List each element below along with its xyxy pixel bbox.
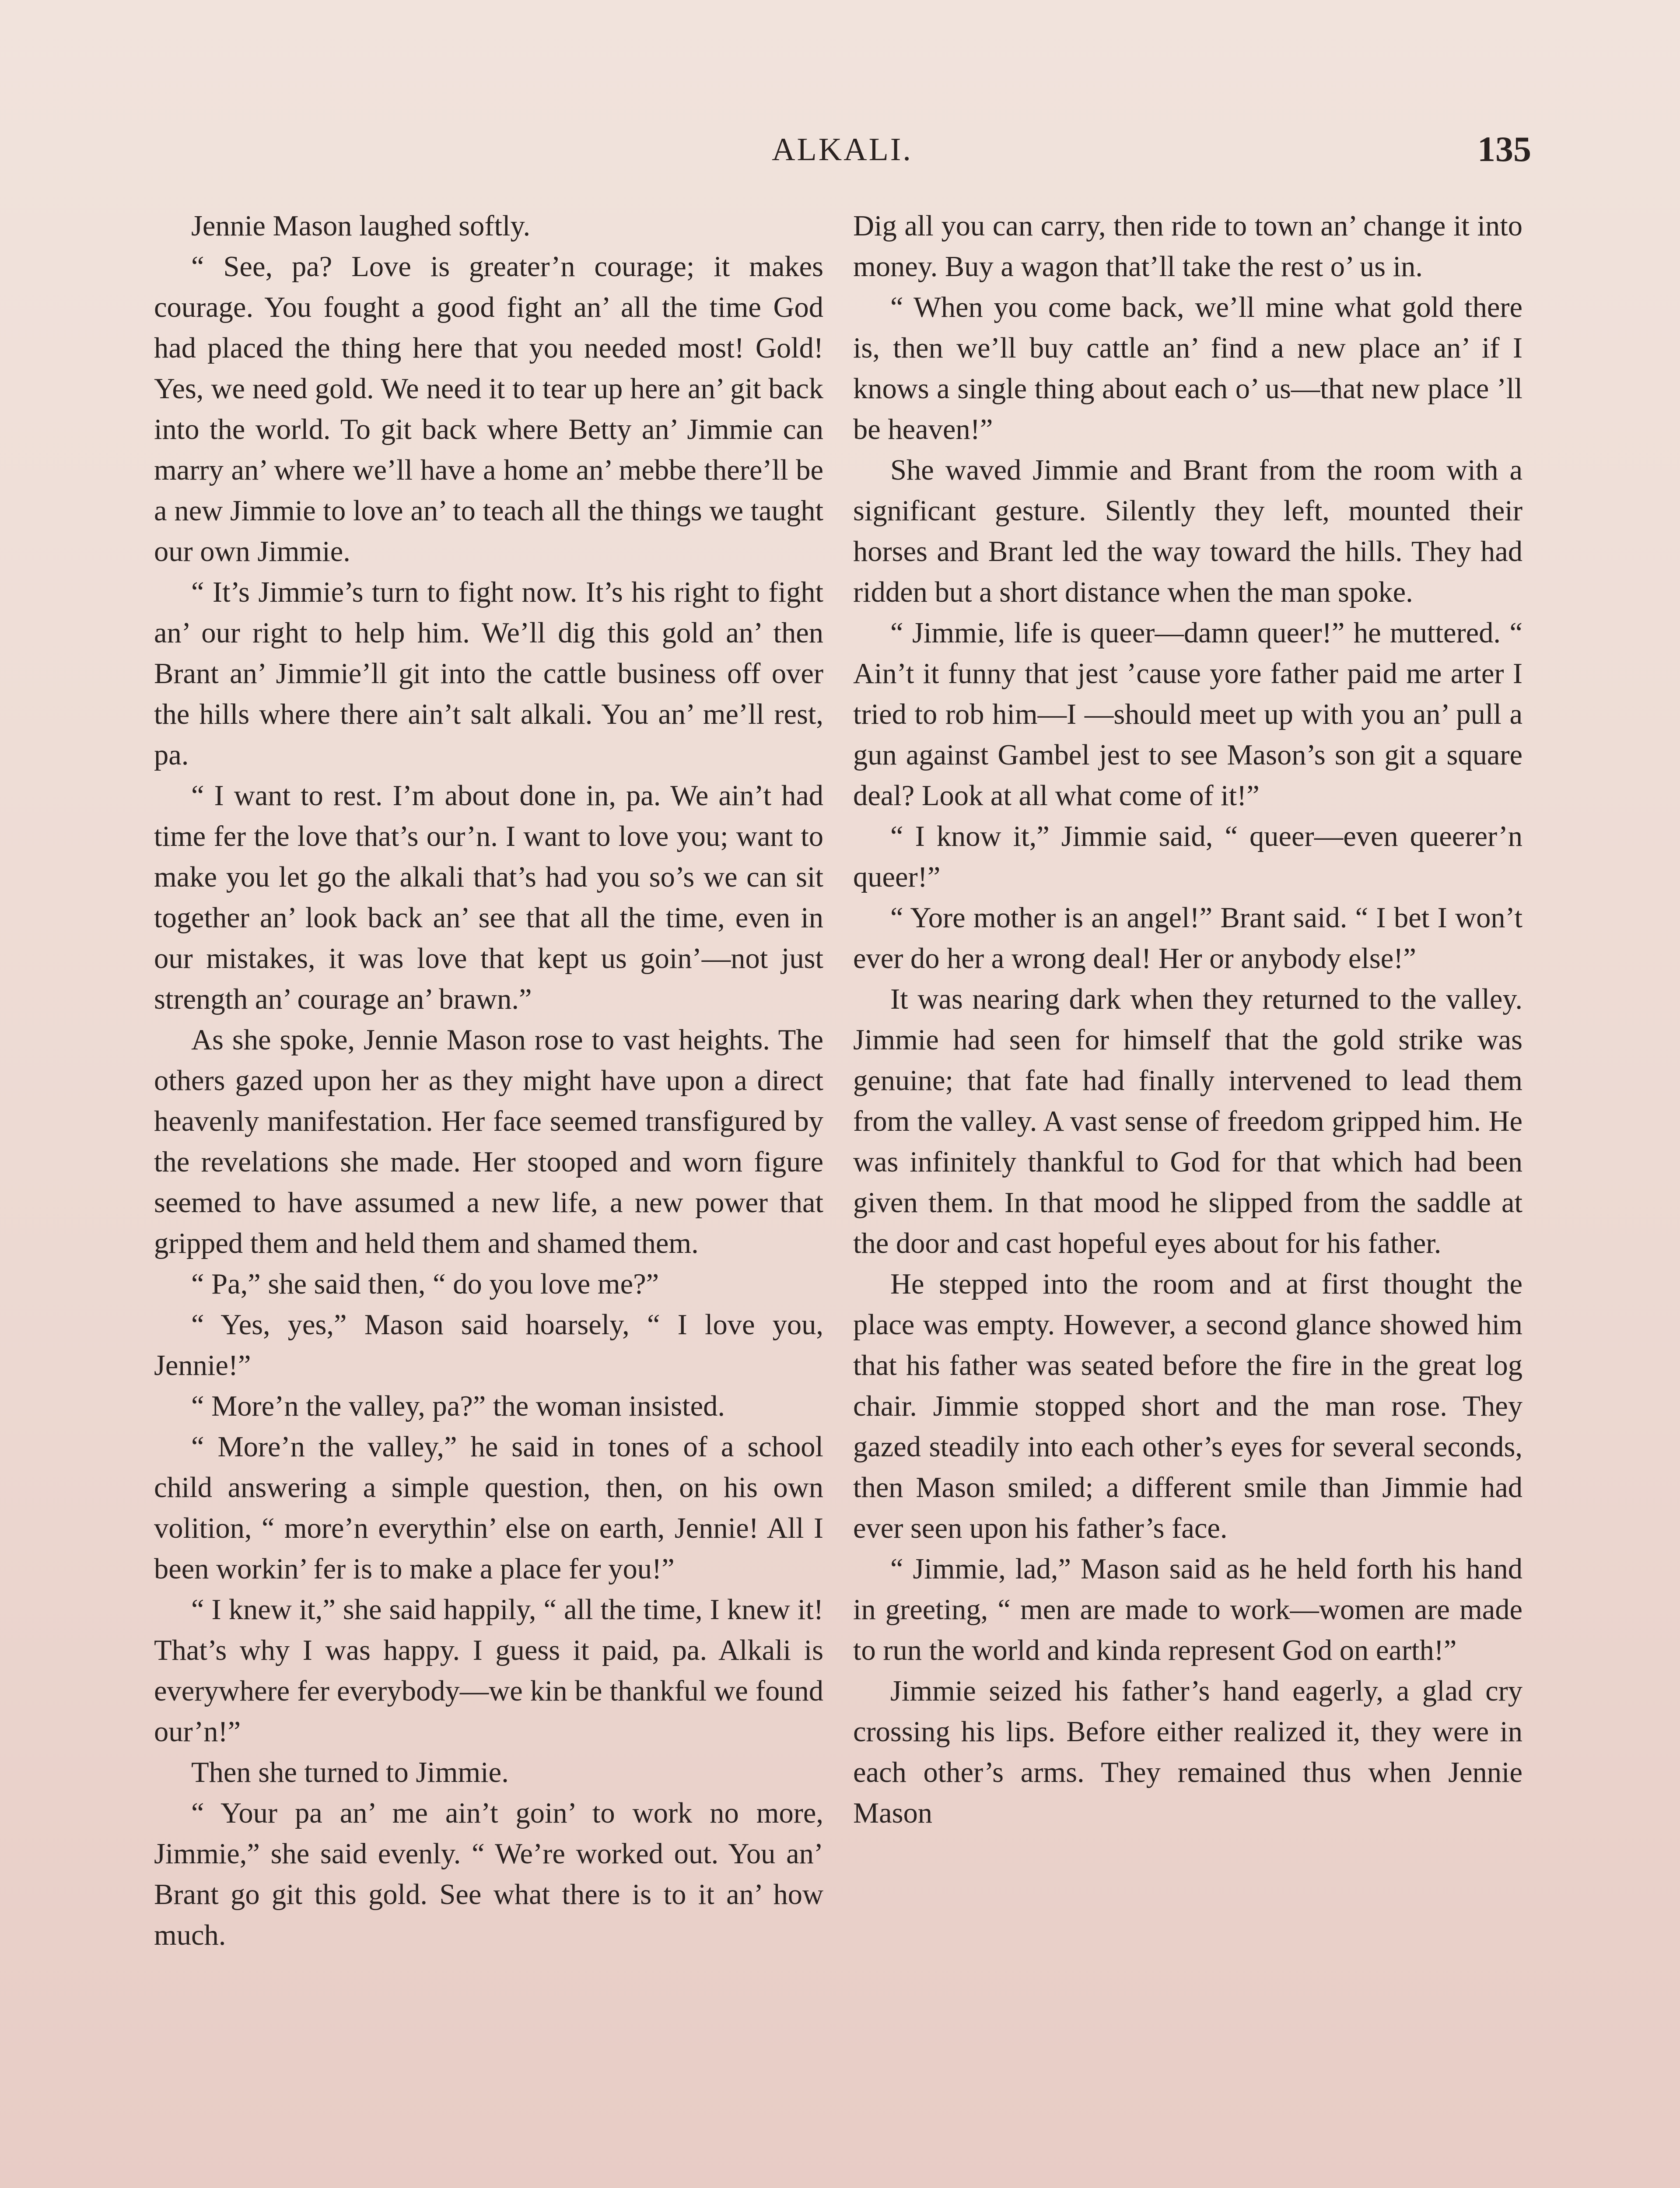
paragraph: “ Jimmie, life is queer—damn queer!” he muttered. “ Ain’t it funny that jest ’cause yore father paid me arter I tried to rob him—I —should meet up with you an’ pull a gun against Gambel jest to see Mason’s son git a square deal? Look at all what come of it!”: [853, 617, 1522, 812]
paragraph: “ Pa,” she said then, “ do you love me?”: [191, 1268, 659, 1300]
paragraph: It was nearing dark when they returned to the valley. Jimmie had seen for himself that the gold strike was genuine; that fate had finally intervened to lead them from the valley. A vast sense of freedom gripped him. He was infinitely thankful to God for that which had been given them. In that mood he slipped from the saddle at the door and cast hopeful eyes about for his father.: [853, 983, 1522, 1259]
paragraph: “ More’n the valley, pa?” the woman insisted.: [191, 1390, 725, 1422]
right-column: [853, 206, 1522, 1834]
paragraph: “ I want to rest. I’m about done in, pa. We ain’t had time fer the love that’s our’n. I want to love you; want to make you let go the alkali that’s had you so’s we can sit together an’ look back an’ see that all the time, even in our mistakes, it was love that kept us goin’—not just strength an’ courage an’ brawn.”: [154, 780, 823, 1015]
paragraph: She waved Jimmie and Brant from the room with a significant gesture. Silently they left, mounted their horses and Brant led the way toward the hills. They had ridden but a short distance when the man spoke.: [853, 454, 1522, 608]
paragraph: “ Your pa an’ me ain’t goin’ to work no more, Jimmie,” she said evenly. “ We’re worked out. You an’ Brant go git this gold. See what there is to it an’ how much.: [154, 1797, 823, 1951]
paragraph: “ Jimmie, lad,” Mason said as he held forth his hand in greeting, “ men are made to work—women are made to run the world and kinda represent God on earth!”: [853, 1553, 1522, 1666]
paragraph: “ When you come back, we’ll mine what gold there is, then we’ll buy cattle an’ find a new place an’ if I knows a single thing about each o’ us—that new place ’ll be heaven!”: [853, 291, 1522, 445]
paragraph: “ Yes, yes,” Mason said hoarsely, “ I love you, Jennie!”: [154, 1309, 823, 1382]
paragraph: “ More’n the valley,” he said in tones of a school child answering a simple question, then, on his own volition, “ more’n everythin’ else on earth, Jennie! All I been workin’ fer is to make a place fer you!”: [154, 1431, 823, 1585]
paragraph: As she spoke, Jennie Mason rose to vast heights. The others gazed upon her as they might have upon a direct heavenly manifestation. Her face seemed transfigured by the revelations she made. Her stooped and worn figure seemed to have assumed a new life, a new power that gripped them and held them and shamed them.: [154, 1024, 823, 1259]
paragraph: “ I knew it,” she said happily, “ all the time, I knew it! That’s why I was happy. I guess it paid, pa. Alkali is everywhere fer everybody—we kin be thankful we found our’n!”: [154, 1594, 823, 1748]
paragraph: “ Yore mother is an angel!” Brant said. “ I bet I won’t ever do her a wrong deal! Her or anybody else!”: [853, 902, 1522, 975]
paragraph: He stepped into the room and at first thought the place was empty. However, a second glance showed him that his father was seated before the fire in the great log chair. Jimmie stopped short and the man rose. They gazed steadily into each other’s eyes for several seconds, then Mason smiled; a different smile than Jimmie had ever seen upon his father’s face.: [853, 1268, 1522, 1544]
paragraph-continued: Dig all you can carry, then ride to town an’ change it into money. Buy a wagon that’ll take the rest o’ us in.: [853, 210, 1522, 283]
paragraph: “ It’s Jimmie’s turn to fight now. It’s his right to fight an’ our right to help him. We’ll dig this gold an’ then Brant an’ Jimmie’ll git into the cattle business off over the hills where there ain’t salt alkali. You an’ me’ll rest, pa.: [154, 576, 823, 771]
page-header: [153, 131, 1531, 184]
paragraph: Then she turned to Jimmie.: [191, 1757, 509, 1788]
paragraph: “ I know it,” Jimmie said, “ queer—even queerer’n queer!”: [853, 820, 1522, 893]
paragraph: “ See, pa? Love is greater’n courage; it makes courage. You fought a good fight an’ all the time God had placed the thing here that you needed most! Gold! Yes, we need gold. We need it to tear up here an’ git back into the world. To git back where Betty an’ Jimmie can marry an’ where we’ll have a home an’ mebbe there’ll be a new Jimmie to love an’ to teach all the things we taught our own Jimmie.: [154, 251, 823, 568]
page-number: 135: [1477, 129, 1531, 169]
paragraph: Jimmie seized his father’s hand eagerly, a glad cry crossing his lips. Before either realized it, they were in each other’s arms. They remained thus when Jennie Mason: [853, 1675, 1522, 1829]
running-head: ALKALI.: [772, 132, 913, 168]
left-column: [154, 206, 823, 1956]
paragraph: Jennie Mason laughed softly.: [191, 210, 531, 242]
